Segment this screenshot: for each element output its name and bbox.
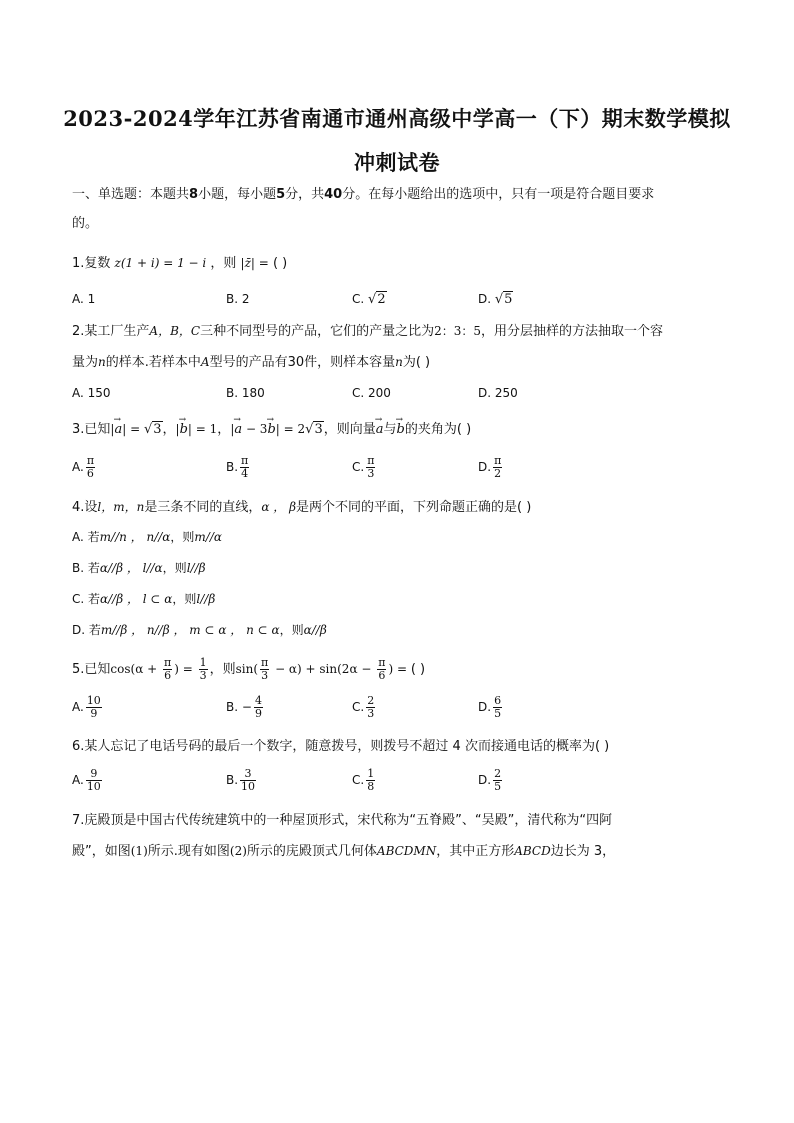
q4-option-b: B. 若α//β ， l//α，则l//β <box>72 561 206 575</box>
section-text: 一、单选题：本题共 <box>72 187 190 202</box>
q3-option-d: D. $\frac{\pi}{2}$ <box>478 454 502 480</box>
q2-option-d: D. 250 <box>478 386 518 400</box>
q3-option-a: A. $\frac{\pi}{6}$ <box>72 454 95 480</box>
q4-option-a: A. 若m//n ， n//α，则m//α <box>72 530 222 544</box>
answer-paren: ( ) <box>272 256 288 271</box>
question-7-line1: 7.庑殿顶是中国古代传统建筑中的一种屋顶形式，宋代称为“五脊殿”、“吴殿”，清代称为“四阿 <box>72 813 613 828</box>
question-3: 3.已知|→ a| = √3，|→ b| = 1，|→ a − 3→ b| = 2√3，则向量→ a与→ b的夹角为( ) <box>72 420 471 439</box>
section-score: 5 <box>276 187 286 202</box>
q1-option-b: B. 2 <box>226 292 250 306</box>
q3-option-c: C. $\frac{\pi}{3}$ <box>352 454 375 480</box>
question-5: 5.已知cos(α + $\frac{\pi}{6}$ ) = $\frac{1}{3}$ ，则sin( $\frac{\pi}{3}$ − α) + sin(2α − $\frac{\pi}{6}$ ) = ( ) <box>72 656 426 682</box>
q6-option-c: C. $\frac{1}{8}$ <box>352 767 375 793</box>
question-1 <box>72 254 287 273</box>
question-6: 6.某人忘记了电话号码的最后一个数字，随意拨号，则拨号不超过 4 次而接通电话的概率为( ) <box>72 739 610 754</box>
q6-option-b: B. $\frac{3}{10}$ <box>226 767 256 793</box>
section-header <box>72 186 654 204</box>
q5-option-c: C. $\frac{2}{3}$ <box>352 694 375 720</box>
exam-title-line1: 2023-2024学年江苏省南通市通州高级中学高一（下）期末数学模拟 <box>63 106 731 131</box>
q1-option-c: C. √2 <box>352 292 386 307</box>
q2-option-c: C. 200 <box>352 386 391 400</box>
q4-option-d: D. 若m//β ， n//β ， m ⊂ α ， n ⊂ α，则α//β <box>72 623 327 637</box>
q6-option-a: A. $\frac{9}{10}$ <box>72 767 101 793</box>
math-expr: |z̄| = <box>240 256 269 270</box>
q5-option-a: A. $\frac{10}{9}$ <box>72 694 101 720</box>
question-2-line1: 2.某工厂生产A，B，C三种不同型号的产品，它们的产量之比为2：3：5，用分层抽样的方法抽取一个容 <box>72 324 664 339</box>
section-text: 分，共 <box>285 187 325 202</box>
q2-option-a: A. 150 <box>72 386 111 400</box>
q4-option-c: C. 若α//β ， l ⊂ α，则l//β <box>72 592 216 606</box>
q1-option-d: D. √5 <box>478 292 513 307</box>
exam-title-line2: 冲刺试卷 <box>354 150 440 175</box>
question-7-line2: 殿”，如图(1)所示.现有如图(2)所示的庑殿顶式几何体ABCDMN，其中正方形ABCD边长为 3， <box>72 844 616 859</box>
section-text: 小题，每小题 <box>198 187 277 202</box>
section-total: 40 <box>324 187 343 202</box>
question-text: 1.复数 <box>72 256 111 271</box>
q5-option-d: D. $\frac{6}{5}$ <box>478 694 502 720</box>
section-text: 分。在每小题给出的选项中，只有一项是符合题目要求 <box>342 187 655 202</box>
q5-option-b: B. − $\frac{4}{9}$ <box>226 694 262 720</box>
question-2-line2: 量为n的样本.若样本中A型号的产品有30件，则样本容量n为( ) <box>72 355 431 370</box>
question-text: ，则 <box>210 256 237 271</box>
section-header-line2: 的。 <box>72 216 99 231</box>
sqrt-expr: √2 <box>368 292 386 307</box>
q1-option-a: A. 1 <box>72 292 96 306</box>
math-expr: z(1 + i) = 1 − i <box>114 256 207 270</box>
q2-option-b: B. 180 <box>226 386 265 400</box>
section-count: 8 <box>189 187 199 202</box>
question-4: 4.设l，m，n是三条不同的直线，α ， β是两个不同的平面，下列命题正确的是( ) <box>72 500 532 515</box>
sqrt-expr: √5 <box>494 292 513 307</box>
q6-option-d: D. $\frac{2}{5}$ <box>478 767 502 793</box>
q3-option-b: B. $\frac{\pi}{4}$ <box>226 454 249 480</box>
